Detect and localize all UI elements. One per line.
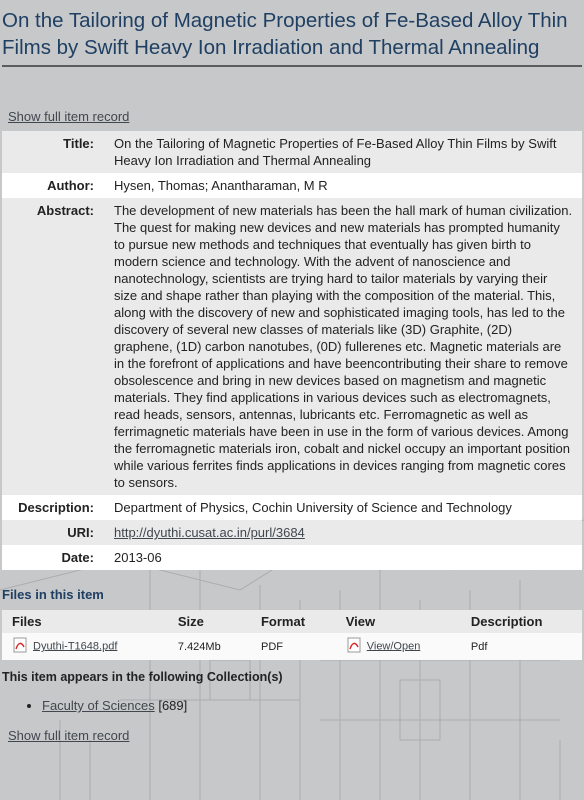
show-full-record-link-bottom[interactable]: Show full item record (8, 728, 130, 743)
metadata-value-title: On the Tailoring of Magnetic Properties of Fe-Based Alloy Thin Films by Swift Heavy Ion Irradiation and Thermal Annealing (100, 131, 582, 173)
pdf-view-icon[interactable] (346, 637, 362, 656)
file-description: Pdf (461, 633, 582, 660)
metadata-label: Description: (2, 495, 100, 520)
metadata-label: Abstract: (2, 198, 100, 495)
metadata-row-description (2, 495, 582, 520)
show-full-record-link[interactable]: Show full item record (8, 109, 130, 124)
file-name-link[interactable]: Dyuthi-T1648.pdf (33, 640, 118, 653)
file-size: 7.424Mb (168, 633, 251, 660)
metadata-table (2, 131, 582, 570)
metadata-row-author (2, 173, 582, 198)
page-title: On the Tailoring of Magnetic Properties of Fe-Based Alloy Thin Films by Swift Heavy Ion Irradiation and Thermal Annealing (2, 9, 568, 59)
column-header-format: Format (251, 610, 336, 633)
column-header-files: Files (2, 610, 168, 633)
metadata-value-author: Hysen, Thomas; Anantharaman, M R (100, 173, 582, 198)
column-header-size: Size (168, 610, 251, 633)
pdf-file-icon[interactable] (12, 637, 28, 656)
metadata-label: Title: (2, 131, 100, 173)
collections-list (0, 698, 187, 713)
metadata-label: Author: (2, 173, 100, 198)
metadata-value-date: 2013-06 (100, 545, 582, 570)
collections-heading: This item appears in the following Collection(s) (2, 670, 283, 684)
metadata-row-abstract (2, 198, 582, 495)
files-heading: Files in this item (2, 587, 104, 602)
uri-link[interactable]: http://dyuthi.cusat.ac.in/purl/3684 (114, 525, 305, 540)
metadata-label: Date: (2, 545, 100, 570)
column-header-description: Description (461, 610, 582, 633)
metadata-row-title (2, 131, 582, 173)
file-row (2, 633, 582, 660)
file-format: PDF (251, 633, 336, 660)
files-table (2, 610, 582, 660)
files-header-row (2, 610, 582, 633)
collection-link[interactable]: Faculty of Sciences (42, 698, 155, 713)
collection-item (42, 698, 187, 713)
column-header-view: View (336, 610, 461, 633)
title-divider (2, 65, 582, 67)
collection-count: [689] (158, 698, 188, 713)
view-open-link[interactable]: View/Open (366, 640, 421, 653)
metadata-value-description: Department of Physics, Cochin University of Science and Technology (100, 495, 582, 520)
metadata-row-date (2, 545, 582, 570)
metadata-value-abstract: The development of new materials has been the hall mark of human civilization. The quest for making new devices and new materials has prompted humanity to pursue new methods and techniques that eventually has given birth to modern science and technology. With the advent of nanoscience and nanotechnology, scientists are trying hard to tailor materials by varying their size and shape rather than playing with the composition of the material. This, along with the discovery of new and sophisticated imaging tools, has led to the discovery of several new classes of materials like (3D) Graphite, (2D) graphene, (1D) carbon nanotubes, (0D) fullerenes etc. Magnetic materials are in the forefront of applications and have beencontributing their share to remove obsolescence and bring in new devices based on magnetism and magnetic materials. They find applications in various devices such as electromagnets, read heads, sensors, antennas, lubricants etc. Ferromagnetic as well as ferrimagnetic materials have been in use in the form of various devices. Among the ferromagnetic materials iron, cobalt and nickel occupy an important position while various ferrites finds applications in devices ranging from magnetic cores to sensors. (100, 198, 582, 495)
metadata-label: URI: (2, 520, 100, 545)
metadata-row-uri (2, 520, 582, 545)
